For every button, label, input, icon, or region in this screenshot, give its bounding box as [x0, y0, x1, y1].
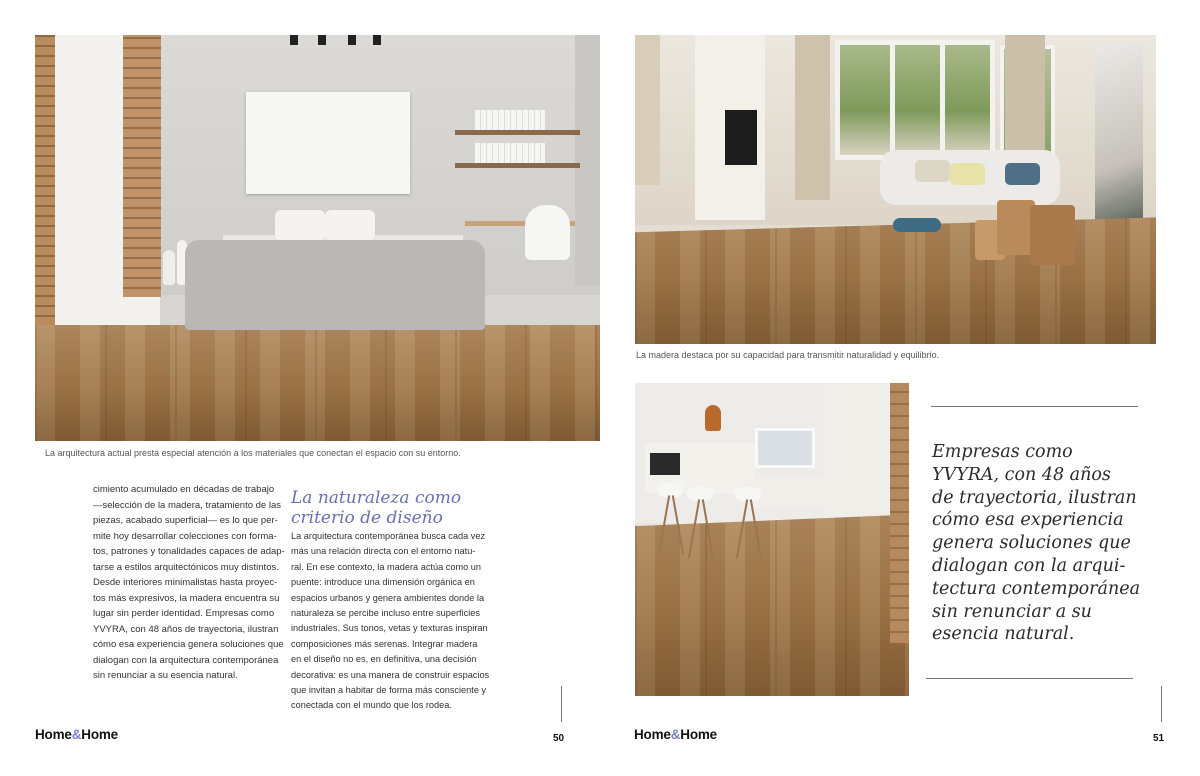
body-text-line: más una relación directa con el entorno natu-	[291, 546, 476, 557]
body-text-line: mite hoy desarrollar colecciones con forma-	[93, 530, 277, 542]
body-text-line: conectada con el mundo que los rodea.	[291, 700, 452, 711]
body-column-2	[291, 529, 490, 714]
body-text-line: —selección de la madera, tratamiento de las	[93, 499, 281, 511]
page-divider-line	[1161, 686, 1162, 722]
page-divider-line	[561, 686, 562, 722]
page-number: 50	[553, 733, 565, 744]
kitchen-photo	[635, 383, 909, 696]
body-text-line: tarse a estilos arquitectónicos muy distintos.	[93, 561, 279, 573]
section-heading-line: La naturaleza como	[291, 488, 462, 508]
body-text-line: naturaleza se percibe incluso entre superficies	[291, 608, 480, 619]
body-text-line: decorativa: es una manera de construir espacios	[291, 669, 490, 680]
pull-quote-line: Empresas como	[932, 442, 1073, 462]
section-heading-line: criterio de diseño	[291, 508, 443, 528]
body-text-line: cómo esa experiencia genera soluciones que	[93, 639, 284, 650]
body-text-line: piezas, acabado superficial— es lo que per-	[93, 515, 278, 526]
living-room-photo-caption: La madera destaca por su capacidad para transmitir naturalidad y equilibrio.	[636, 350, 940, 360]
body-text-line: espacios urbanos y genera ambientes donde la	[291, 592, 485, 603]
body-text-line: La arquitectura contemporánea busca cada vez	[291, 531, 486, 541]
pull-quote-line: dialogan con la arqui-	[932, 555, 1126, 576]
bedroom-photo-caption: La arquitectura actual presta especial atención a los materiales que conectan el espacio con su entorno.	[45, 448, 461, 458]
brand-logo-part: Home	[35, 727, 72, 742]
brand-logo-part: Home	[680, 727, 717, 742]
brand-logo	[35, 727, 118, 742]
body-text-line: que invitan a habitar de forma más consciente y	[291, 685, 487, 696]
pull-quote-line: YVYRA, con 48 años	[932, 464, 1111, 485]
body-text-line: industriales. Sus tonos, vetas y texturas inspiran	[291, 623, 488, 634]
pull-quote-line: genera soluciones que	[932, 533, 1131, 554]
brand-logo-part: Home	[81, 727, 118, 742]
pull-quote	[932, 441, 1147, 646]
body-text-line: sin renunciar a su esencia natural.	[93, 670, 238, 681]
pull-quote-line: sin renunciar a su	[932, 601, 1092, 622]
body-text-line: Desde interiores minimalistas hasta proyec-	[93, 577, 278, 588]
body-text-line: ral. En ese contexto, la madera actúa como un	[291, 561, 481, 572]
body-column-1	[93, 482, 285, 684]
body-text-line: dialogan con la arquitectura contemporánea	[93, 654, 279, 666]
pull-quote-line: de trayectoria, ilustran	[932, 487, 1137, 508]
body-text-line: composiciones más serenas. Integrar madera	[291, 638, 478, 649]
brand-logo-ampersand: &	[71, 727, 82, 742]
bedroom-photo	[35, 35, 600, 441]
body-text-line: en el diseño no es, en definitiva, una decisión	[291, 654, 477, 665]
pull-quote-line: cómo esa experiencia	[932, 510, 1124, 531]
quote-bottom-rule	[926, 678, 1133, 679]
quote-top-rule	[931, 406, 1138, 407]
living-room-photo	[635, 35, 1156, 344]
page-number: 51	[1153, 733, 1165, 744]
brand-logo	[634, 727, 717, 742]
body-text-line: tos, patrones y tonalidades capaces de adap-	[93, 546, 285, 557]
brand-logo-part: Home	[634, 727, 671, 742]
body-text-line: cimiento acumulado en décadas de trabajo	[93, 484, 275, 495]
brand-logo-ampersand: &	[670, 727, 681, 742]
body-text-line: tos más expresivos, la madera encuentra su	[93, 592, 280, 604]
body-text-line: lugar sin perder identidad. Empresas como	[93, 608, 275, 619]
body-text-line: puente: introduce una dimensión orgánica en	[291, 577, 475, 588]
pull-quote-line: tectura contemporánea	[932, 578, 1141, 599]
body-text-line: YVYRA, con 48 años de trayectoria, ilustran	[93, 623, 279, 635]
section-heading	[291, 488, 491, 528]
pull-quote-line: esencia natural.	[932, 624, 1075, 645]
